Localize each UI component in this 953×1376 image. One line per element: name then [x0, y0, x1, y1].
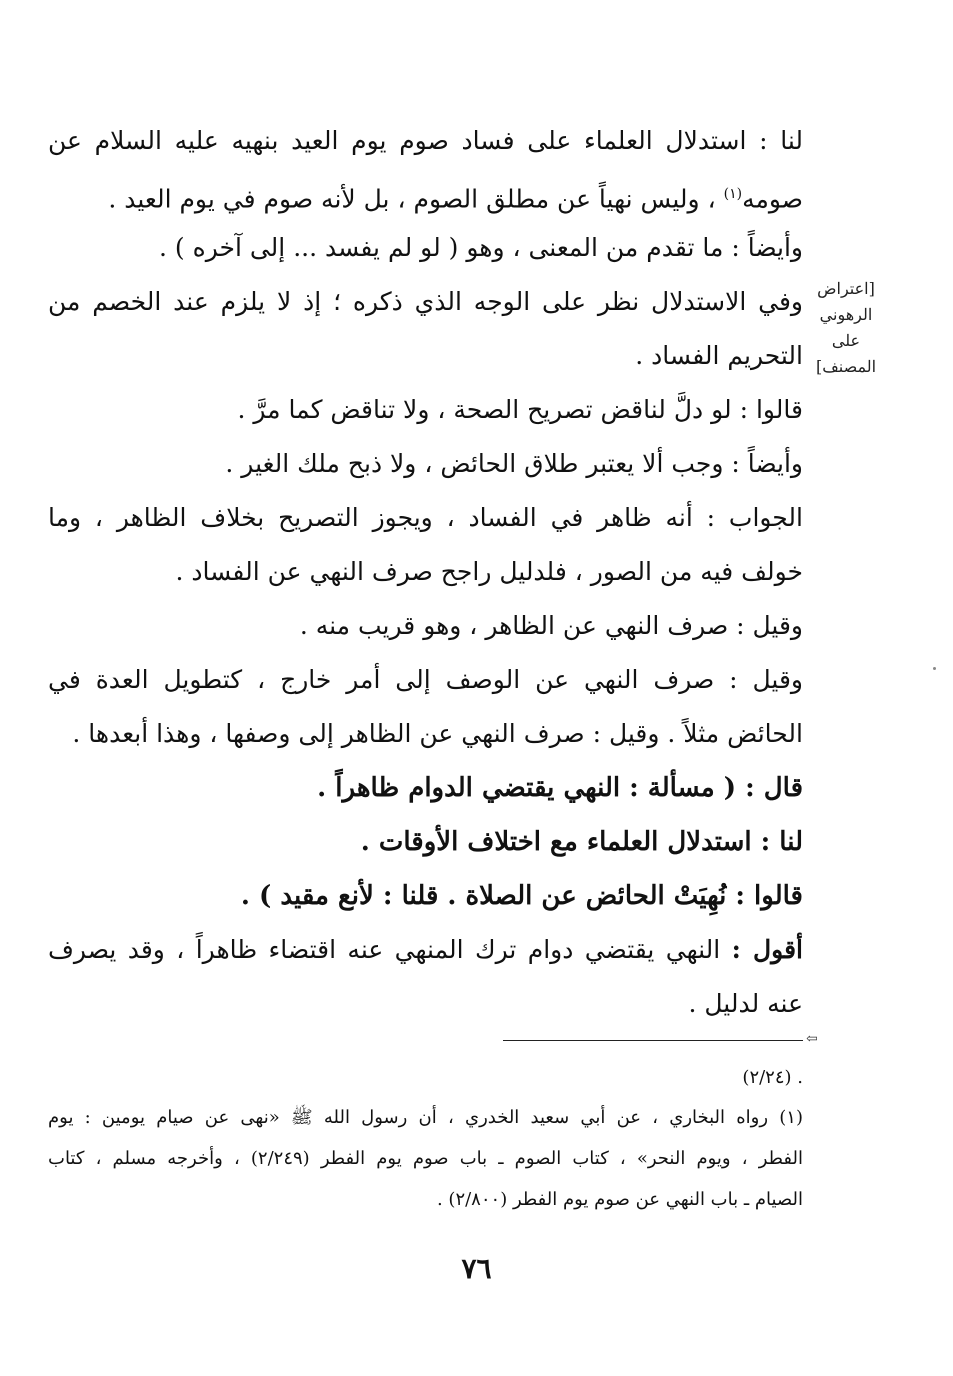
footnote-1-line-2: الفطر ، ويوم النحر» ، كتاب الصوم ـ باب صوم يوم الفطر (٢/٢٤٩) ، وأخرجه مسلم ، كتاب	[48, 1148, 803, 1169]
commentary-line-1-text: النهي يقتضي دوام ترك المنهي عنه اقتضاء ظاهراً ، وقد يصرف	[48, 935, 721, 964]
footnote-separator	[503, 1040, 803, 1041]
text-line-8: الجواب : أنه ظاهر في الفساد ، ويجوز التصريح بخلاف الظاهر ، وما	[48, 503, 803, 532]
text-line-2	[48, 176, 803, 217]
page-number: ٧٦	[461, 1252, 492, 1285]
aqul-label: أقول :	[731, 935, 803, 964]
margin-note	[801, 276, 891, 380]
margin-note-line-1: [اعتراض	[817, 279, 875, 298]
footnote-1-line-3: الصيام ـ باب النهي عن صوم يوم الفطر (٢/٨٠٠) .	[436, 1189, 803, 1210]
text-line-1: لنا : استدلال العلماء على فساد صوم يوم العيد بنهيه عليه السلام عن	[48, 126, 803, 155]
text-line-4: وفي الاستدلال نظر على الوجه الذي ذكره ؛ إذ لا يلزم عند الخصم من	[48, 287, 803, 316]
text-line-5: التحريم الفساد .	[635, 341, 803, 370]
text-line-3: وأيضاً : ما تقدم من المعنى ، وهو ( لو لم يفسد ... إلى آخره ) .	[159, 233, 803, 262]
text-line-9: خولف فيه من الصور ، فلدليل راجح صرف النهي عن الفساد .	[175, 557, 803, 586]
text-line-2-rest: ، وليس نهياً عن مطلق الصوم ، بل لأنه صوم في يوم العيد .	[108, 184, 716, 214]
footnote-marker: (١)	[723, 186, 743, 202]
text-line-2-start: صومه	[742, 184, 803, 214]
quote-line-2: لنا : استدلال العلماء مع اختلاف الأوقات .	[360, 827, 803, 857]
commentary-line-1	[48, 932, 803, 968]
text-line-11: وقيل : صرف النهي عن الوصف إلى أمر خارج ، كتطويل العدة في	[48, 665, 803, 694]
commentary-line-2: عنه لدليل .	[688, 989, 803, 1018]
quote-line-1: قال : ( مسألة : النهي يقتضي الدوام ظاهراً .	[317, 773, 803, 803]
margin-note-line-4: المصنف]	[815, 357, 877, 376]
text-line-10: وقيل : صرف النهي عن الظاهر ، وهو قريب منه .	[299, 611, 803, 640]
arrow-icon: ⇦	[806, 1031, 818, 1047]
footnote-1-line-1: (١) رواه البخاري ، عن أبي سعيد الخدري ، أن رسول الله ﷺ «نهى عن صيام يومين : يوم	[48, 1107, 803, 1128]
text-line-6: قالوا : لو دلَّ لناقض تصريح الصحة ، ولا تناقض كما مرَّ .	[237, 395, 803, 424]
margin-note-line-2: الرهوني	[819, 305, 873, 324]
margin-note-line-3: على	[831, 331, 861, 350]
footnote-cont: . (٢/٢٤)	[742, 1067, 803, 1088]
quote-line-3: قالوا : نُهِيَتْ الحائض عن الصلاة . قلنا : لأنع مقيد ) .	[240, 881, 803, 911]
speck	[933, 667, 936, 670]
text-line-12: الحائض مثلاً . وقيل : صرف النهي عن الظاهر إلى وصفها ، وهذا أبعدها .	[72, 719, 803, 748]
text-line-7: وأيضاً : وجب ألا يعتبر طلاق الحائض ، ولا ذبح ملك الغير .	[225, 449, 803, 478]
